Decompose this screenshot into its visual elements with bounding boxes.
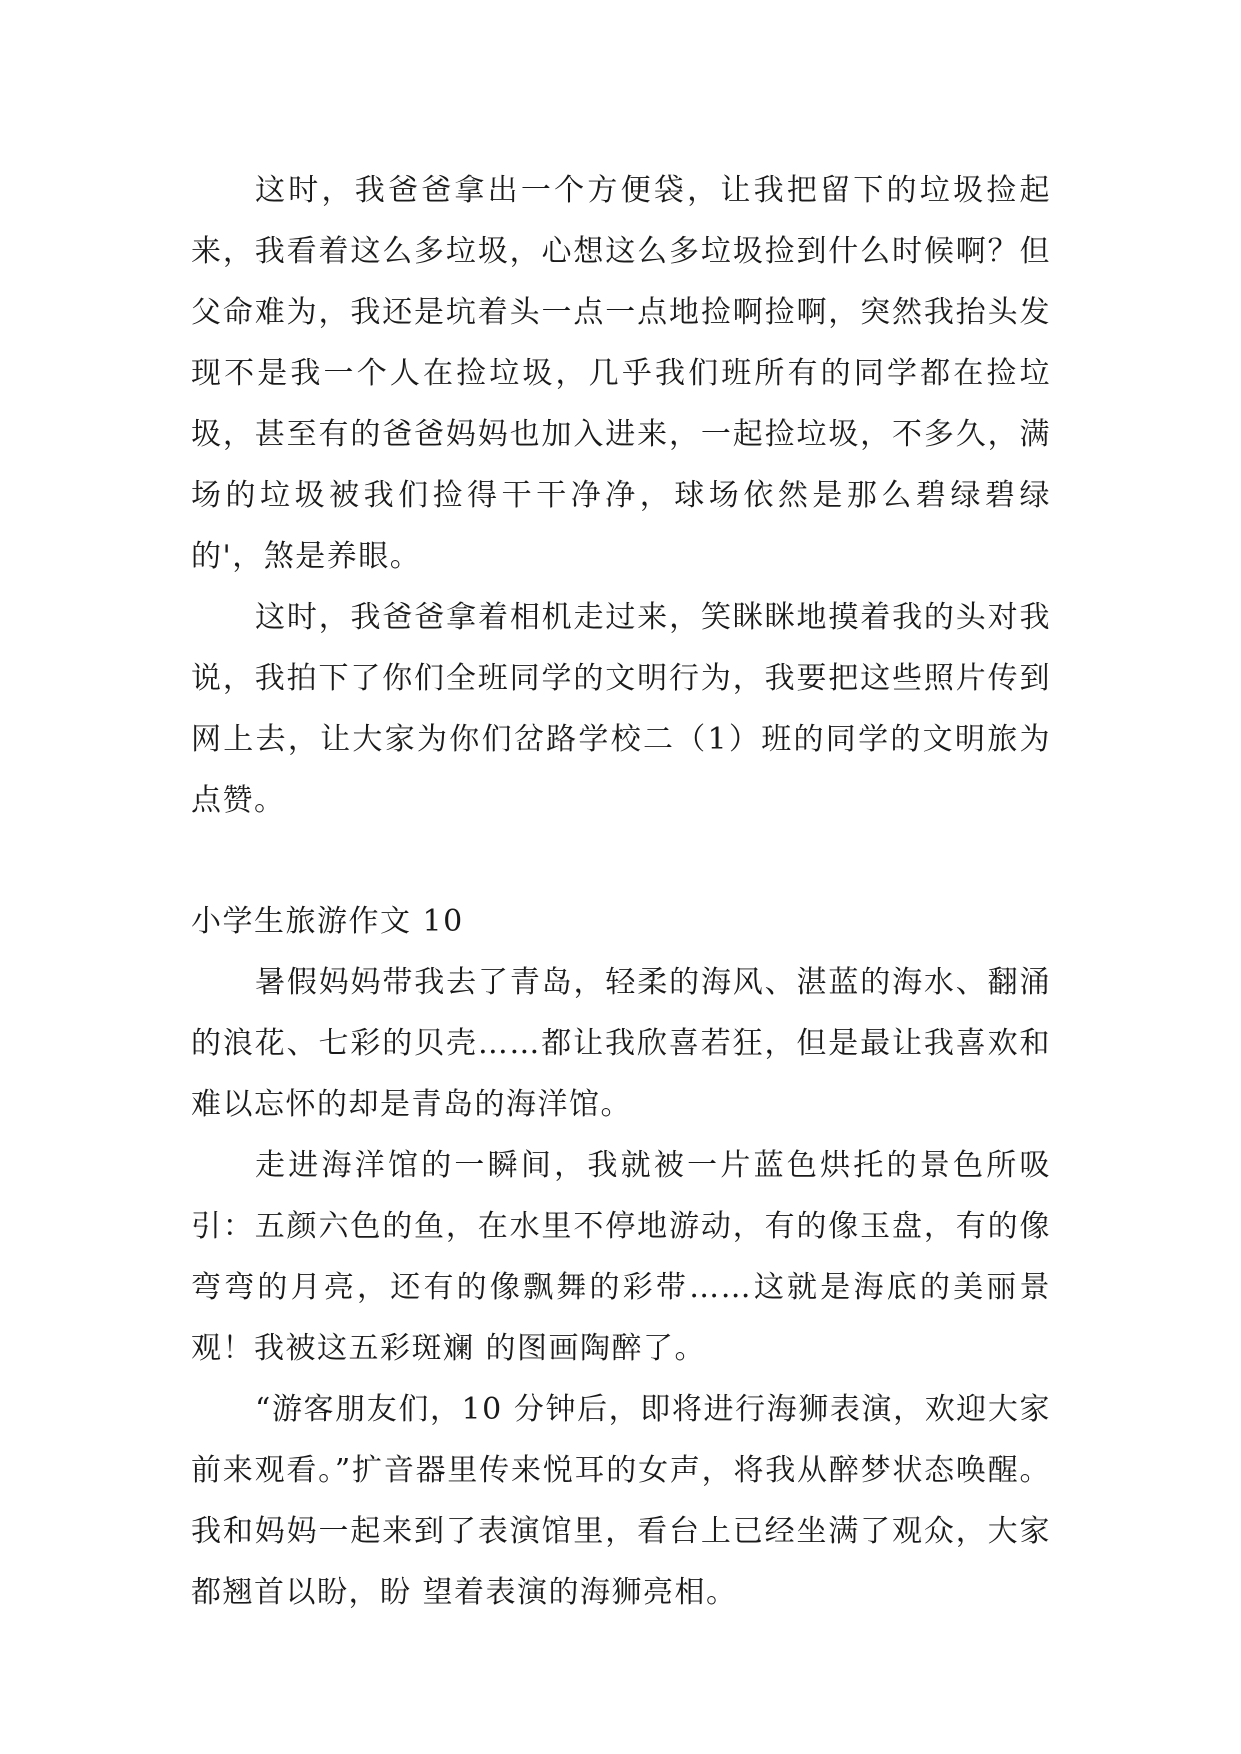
section-title: 小学生旅游作文 10 bbox=[191, 904, 464, 939]
paragraph-2: 这时，我爸爸拿着相机走过来，笑眯眯地摸着我的头对我说，我拍下了你们全班同学的文明行为，我要把这些照片传到网上去，让大家为你们岔路学校二（1）班的同学的文明旅为点赞。 bbox=[191, 600, 1051, 818]
paragraph-5: “游客朋友们，10 分钟后，即将进行海狮表演，欢迎大家前来观看。”扩音器里传来悦耳的女声，将我从醉梦状态唤醒。我和妈妈一起来到了表演馆里，看台上已经坐满了观众，大家都翘首以盼，盼 望着表演的海狮亮相。 bbox=[191, 1392, 1051, 1610]
paragraph-1: 这时，我爸爸拿出一个方便袋，让我把留下的垃圾捡起来，我看着这么多垃圾，心想这么多垃圾捡到什么时候啊？但父命难为，我还是坑着头一点一点地捡啊捡啊，突然我抬头发现不是我一个人在捡垃圾，几乎我们班所有的同学都在捡垃圾，甚至有的爸爸妈妈也加入进来，一起捡垃圾，不多久，满场的垃圾被我们捡得干干净净，球场依然是那么碧绿碧绿的'，煞是养眼。 bbox=[191, 173, 1051, 574]
document-page bbox=[191, 160, 1051, 1623]
paragraph-3: 暑假妈妈带我去了青岛，轻柔的海风、湛蓝的海水、翻涌的浪花、七彩的贝壳……都让我欣喜若狂，但是最让我喜欢和难以忘怀的却是青岛的海洋馆。 bbox=[191, 965, 1051, 1122]
paragraph-4: 走进海洋馆的一瞬间，我就被一片蓝色烘托的景色所吸引：五颜六色的鱼，在水里不停地游动，有的像玉盘，有的像弯弯的月亮，还有的像飘舞的彩带……这就是海底的美丽景观！我被这五彩斑斓 的图画陶醉了。 bbox=[191, 1148, 1051, 1366]
